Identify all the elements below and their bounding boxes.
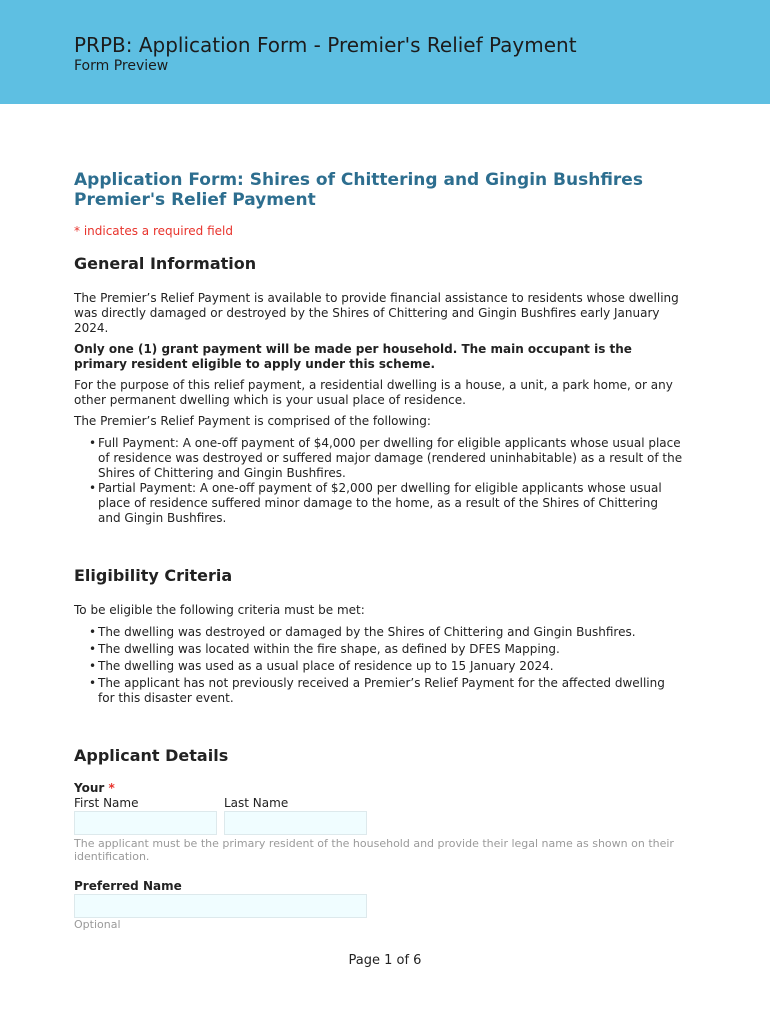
form-title-line1: Application Form: Shires of Chittering and Gingin Bushfires bbox=[74, 170, 643, 190]
general-paragraph-4: The Premier’s Relief Payment is comprised of the following: bbox=[74, 414, 431, 428]
required-star: * bbox=[108, 781, 115, 795]
list-item: • Full Payment: A one-off payment of $4,000 per dwelling for eligible applicants whose usual place of residence was destroyed or suffered major damage (rendered uninhabitable) as a result of the Shires of Chittering and Gingin Bushfires. bbox=[89, 436, 683, 480]
page-subtitle: Form Preview bbox=[74, 58, 169, 74]
bullet-icon: • bbox=[89, 659, 97, 673]
preferred-name-input[interactable] bbox=[74, 894, 367, 918]
your-label: Your * bbox=[74, 781, 115, 795]
page-header bbox=[0, 0, 770, 104]
preferred-name-group bbox=[74, 879, 684, 931]
form-title bbox=[74, 170, 684, 210]
bullet-icon: • bbox=[89, 676, 97, 690]
payment-types-list bbox=[74, 436, 684, 526]
list-item: • The dwelling was destroyed or damaged by the Shires of Chittering and Gingin Bushfires. bbox=[89, 625, 636, 639]
general-paragraph-bold: Only one (1) grant payment will be made per household. The main occupant is the primary resident eligible to apply under this scheme. bbox=[74, 342, 632, 371]
list-item: • The applicant has not previously received a Premier’s Relief Payment for the affected dwelling for this disaster event. bbox=[89, 676, 665, 705]
list-item: • The dwelling was used as a usual place of residence up to 15 January 2024. bbox=[89, 659, 554, 673]
name-help-text: The applicant must be the primary resident of the household and provide their legal name as shown on their identification. bbox=[74, 837, 674, 863]
section-heading-general: General Information bbox=[74, 254, 257, 273]
list-item: • Partial Payment: A one-off payment of $2,000 per dwelling for eligible applicants whose usual place of residence suffered minor damage to the home, as a result of the Shires of Chittering and Gingin Bushfires. bbox=[89, 481, 662, 525]
name-fields-row bbox=[74, 796, 684, 835]
eligibility-list bbox=[74, 625, 684, 706]
form-title-line2: Premier's Relief Payment bbox=[74, 190, 316, 210]
bullet-icon: • bbox=[89, 481, 97, 495]
last-name-label: Last Name bbox=[224, 796, 289, 810]
required-field-note: * indicates a required field bbox=[74, 224, 233, 238]
page-indicator: Page 1 of 6 bbox=[348, 953, 422, 968]
first-name-label: First Name bbox=[74, 796, 139, 810]
section-heading-applicant: Applicant Details bbox=[74, 746, 229, 765]
your-name-group bbox=[74, 781, 684, 863]
page-title: PRPB: Application Form - Premier's Relief Payment bbox=[74, 33, 577, 57]
last-name-input[interactable] bbox=[224, 811, 367, 835]
bullet-icon: • bbox=[89, 642, 97, 656]
section-heading-eligibility: Eligibility Criteria bbox=[74, 566, 233, 585]
first-name-input[interactable] bbox=[74, 811, 217, 835]
list-item: • The dwelling was located within the fire shape, as defined by DFES Mapping. bbox=[89, 642, 560, 656]
form-content bbox=[74, 170, 684, 931]
bullet-icon: • bbox=[89, 436, 97, 450]
general-paragraph-1: The Premier’s Relief Payment is available to provide financial assistance to residents whose dwelling was directly damaged or destroyed by the Shires of Chittering and Gingin Bushfires early January 2024. bbox=[74, 291, 679, 335]
first-name-group bbox=[74, 796, 217, 835]
preferred-name-label: Preferred Name bbox=[74, 879, 182, 893]
last-name-group bbox=[224, 796, 367, 835]
eligibility-intro: To be eligible the following criteria must be met: bbox=[74, 603, 365, 617]
general-paragraph-3: For the purpose of this relief payment, a residential dwelling is a house, a unit, a park home, or any other permanent dwelling which is your usual place of residence. bbox=[74, 378, 673, 407]
preferred-help-text: Optional bbox=[74, 918, 121, 931]
bullet-icon: • bbox=[89, 625, 97, 639]
